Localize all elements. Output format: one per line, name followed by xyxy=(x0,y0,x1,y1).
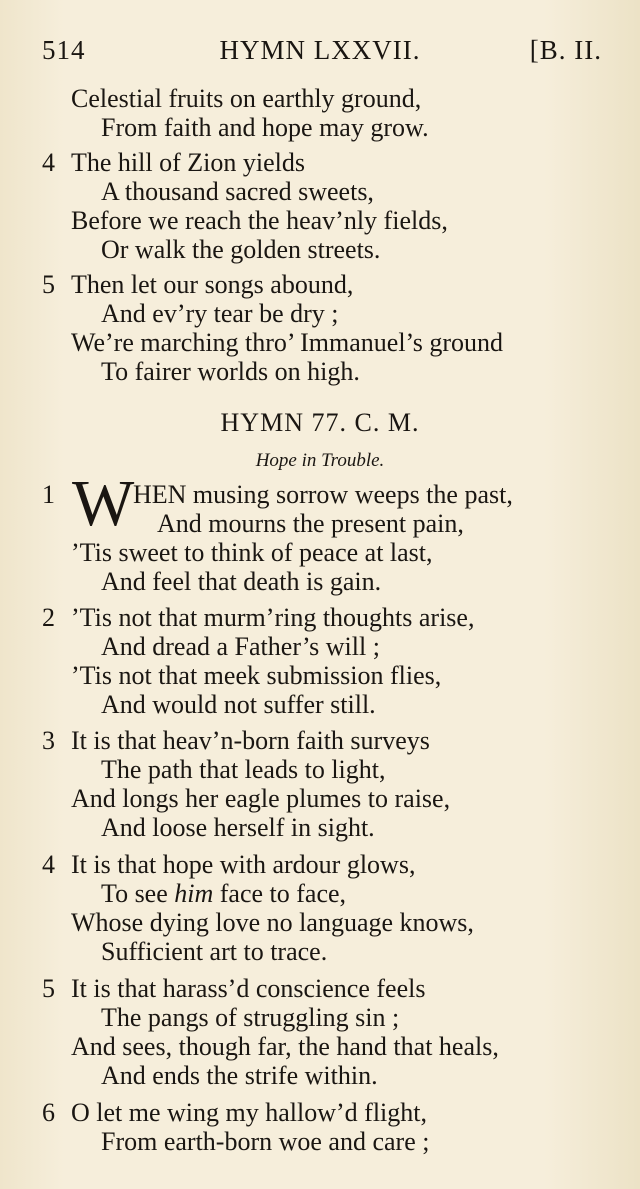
verse-line: And would not suffer still. xyxy=(101,690,376,719)
hymn-subtitle: Hope in Trouble. xyxy=(255,450,385,471)
verse-line: And longs her eagle plumes to raise, xyxy=(71,784,451,813)
hymn-title: HYMN 77. C. M. xyxy=(220,408,420,437)
page-header xyxy=(0,35,640,71)
verse-line: The pangs of struggling sin ; xyxy=(101,1003,400,1032)
verse-line xyxy=(101,879,346,909)
verse-line: From earth-born woe and care ; xyxy=(101,1127,430,1156)
verse-line: Then let our songs abound, xyxy=(71,270,354,299)
stanza-number: 2 xyxy=(42,603,55,632)
verse-line: And feel that death is gain. xyxy=(101,567,382,596)
verse-text: To see xyxy=(101,879,175,908)
verse-line: Before we reach the heav’nly fields, xyxy=(71,206,448,235)
drop-cap: W xyxy=(72,467,133,540)
verse-line: And sees, though far, the hand that heals, xyxy=(71,1032,499,1061)
verse-line: Sufficient art to trace. xyxy=(101,937,328,966)
verse-line: And mourns the present pain, xyxy=(157,509,464,538)
verse-line: The path that leads to light, xyxy=(101,755,386,784)
verse-line: To fairer worlds on high. xyxy=(101,357,360,386)
stanza-number: 3 xyxy=(42,726,55,755)
verse-line: Celestial fruits on earthly ground, xyxy=(71,84,422,113)
verse-text: face to face, xyxy=(213,879,347,908)
verse-line: And dread a Father’s will ; xyxy=(101,632,380,661)
verse-line: A thousand sacred sweets, xyxy=(101,177,374,206)
verse-line: From faith and hope may grow. xyxy=(101,113,429,142)
emphasis-word: him xyxy=(174,879,214,908)
verse-line: Or walk the golden streets. xyxy=(101,235,381,264)
verse-line: It is that heav’n-born faith surveys xyxy=(71,726,430,755)
verse-line: And ev’ry tear be dry ; xyxy=(101,299,339,328)
verse-line: ’Tis not that murm’ring thoughts arise, xyxy=(71,603,475,632)
verse-line: ’Tis not that meek submission flies, xyxy=(71,661,442,690)
verse-line: ’Tis sweet to think of peace at last, xyxy=(71,538,433,567)
running-title: HYMN LXXVII. xyxy=(219,35,421,65)
stanza-number: 1 xyxy=(42,480,55,509)
verse-line: And ends the strife within. xyxy=(101,1061,378,1090)
verse-line: It is that hope with ardour glows, xyxy=(71,850,416,879)
stanza-number: 4 xyxy=(42,148,55,177)
verse-line: Whose dying love no language knows, xyxy=(71,908,474,937)
verse-line: We’re marching thro’ Immanuel’s ground xyxy=(71,328,504,357)
verse-line: The hill of Zion yields xyxy=(71,148,305,177)
stanza-number: 5 xyxy=(42,270,55,299)
stanza-number: 5 xyxy=(42,974,55,1003)
book-reference: [B. II. xyxy=(529,35,602,65)
page-number: 514 xyxy=(42,35,86,65)
verse-line: And loose herself in sight. xyxy=(101,813,375,842)
stanza-number: 4 xyxy=(42,850,55,879)
verse-line: It is that harass’d conscience feels xyxy=(71,974,426,1003)
stanza-number: 6 xyxy=(42,1098,55,1127)
verse-line: HEN musing sorrow weeps the past, xyxy=(133,480,513,509)
verse-line: O let me wing my hallow’d flight, xyxy=(71,1098,428,1127)
